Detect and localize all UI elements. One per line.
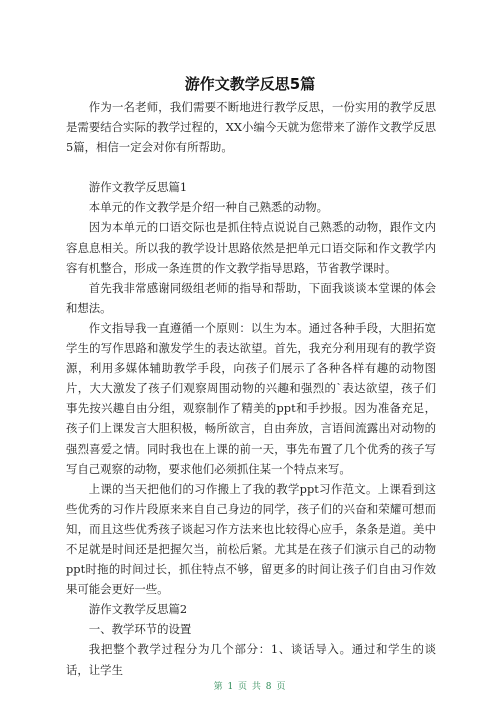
section1-paragraph: 上课的当天把他们的习作搬上了我的教学ppt习作范文。上课看到这些优秀的习作片段原来来自自己身边的同学，孩子们的兴奋和荣耀可想而知，而且这些优秀孩子谈起习作方法来也比较得心应手，条条是道。美中不足就是时间还是把握欠当，前松后紧。尤其是在孩子们演示自己的动物ppt时拖的时间过长，抓住特点不够，留更多的时间让孩子们自由习作效果可能会更好一些。 bbox=[66, 481, 436, 597]
section-heading-1: 游作文教学反思篇1 bbox=[88, 180, 188, 195]
section2-paragraph: 我把整个教学过程分为几个部分：1、谈话导入。通过和学生的谈话，让学生 bbox=[66, 642, 436, 677]
section1-paragraph: 首先我非常感谢同级组老师的指导和帮助，下面我谈谈本堂课的体会和想法。 bbox=[66, 280, 436, 315]
section2-subheading: 一、教学环节的设置 bbox=[88, 622, 192, 637]
section1-paragraph: 作文指导我一直遵循一个原则：以生为本。通过各种手段，大胆拓宽学生的写作思路和激发学生的表达欲望。首先，我充分利用现有的教学资源，利用多媒体辅助教学手段，向孩子们展示了各种各样有趣的动物图片，大大激发了孩子们观察周围动物的兴趣和强烈的`表达欲望，孩子们事先按兴趣自由分组，观察制作了精美的ppt和手抄报。因为准备充足，孩子们上课发言大胆积极，畅所欲言，自由奔放，言语间流露出对动物的强烈喜爱之情。同时我也在上课的前一天，事先布置了几个优秀的孩子写写自己观察的动物，要求他们必须抓住某一个特点来写。 bbox=[66, 320, 436, 476]
document-body bbox=[66, 97, 436, 680]
section-heading-2: 游作文教学反思篇2 bbox=[88, 602, 188, 617]
section1-paragraph: 因为本单元的口语交际也是抓住特点说说自己熟悉的动物，跟作文内容息息相关。所以我的教学设计思路依然是把单元口语交际和作文教学内容有机整合，形成一条连贯的作文教学指导思路，节省教学课时。 bbox=[66, 220, 436, 275]
intro-paragraph: 作为一名老师，我们需要不断地进行教学反思，一份实用的教学反思是需要结合实际的教学过程的，XX小编今天就为您带来了游作文教学反思5篇，相信一定会对你有所帮助。 bbox=[66, 100, 436, 155]
section1-paragraph: 本单元的作文教学是介绍一种自己熟悉的动物。 bbox=[88, 200, 329, 215]
page-indicator: 第 1 页 共 8 页 bbox=[213, 682, 287, 692]
paragraph-gap bbox=[66, 157, 436, 177]
document-title: 游作文教学反思5篇 bbox=[184, 75, 316, 93]
